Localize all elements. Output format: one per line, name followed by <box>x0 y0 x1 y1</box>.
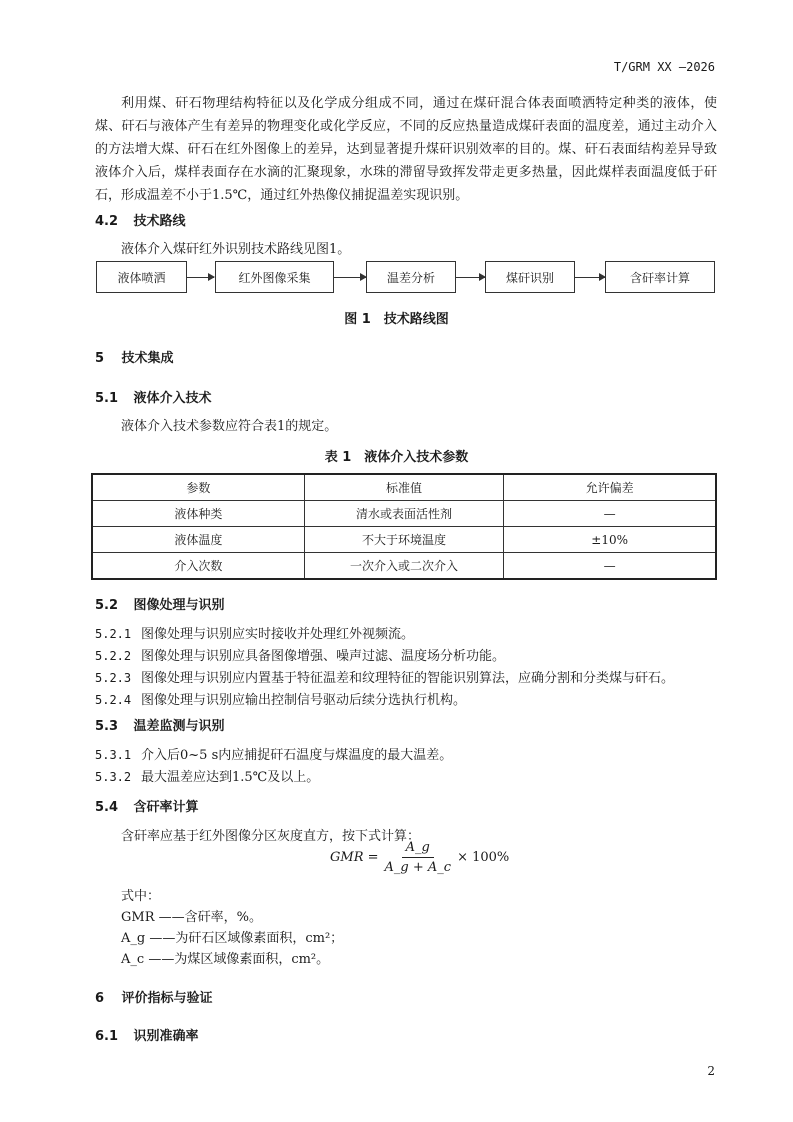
heading-title: 技术集成 <box>121 351 174 366</box>
def-ac <box>121 948 329 967</box>
clause-text: 最大温差应达到1.5℃及以上。 <box>141 770 320 785</box>
clause-5-2-1 <box>95 623 414 642</box>
table-cell: 介入次数 <box>92 553 304 580</box>
formula-rhs: × 100% <box>457 850 510 865</box>
heading-5-4 <box>95 796 199 815</box>
heading-number: 5 <box>95 351 105 366</box>
clause-5-3-2 <box>95 766 319 785</box>
heading-number: 5.4 <box>95 800 119 815</box>
table-header: 参数 <box>92 474 304 501</box>
heading-number: 5.1 <box>95 391 119 406</box>
table-caption: 表 1 液体介入技术参数 <box>324 450 469 465</box>
clause-5-2-4 <box>95 689 466 708</box>
formula-numerator: A_g <box>402 840 434 858</box>
clause-text: 图像处理与识别应输出控制信号驱动后续分选执行机构。 <box>141 693 467 708</box>
heading-title: 温差监测与识别 <box>133 719 225 734</box>
clause-text: 介入后0~5 s内应捕捉矸石温度与煤温度的最大温差。 <box>141 748 453 763</box>
flow-arrow <box>456 277 485 278</box>
clause-text: 图像处理与识别应具备图像增强、噪声过滤、温度场分析功能。 <box>141 649 506 664</box>
flow-step-calc: 含矸率计算 <box>605 261 715 293</box>
flow-step-capture: 红外图像采集 <box>215 261 334 293</box>
heading-6-1 <box>95 1025 199 1044</box>
flow-step-spray: 液体喷洒 <box>96 261 187 293</box>
heading-5-1 <box>95 387 212 406</box>
def-symbol: A_g <box>121 931 146 946</box>
table-cell: 液体温度 <box>92 527 304 553</box>
formula-fraction <box>385 840 452 875</box>
gmr-formula <box>330 840 509 875</box>
heading-title: 评价指标与验证 <box>121 991 213 1006</box>
flow-arrow <box>575 277 605 278</box>
heading-number: 5.3 <box>95 719 119 734</box>
heading-number: 5.2 <box>95 598 119 613</box>
def-symbol: A_c <box>121 952 145 967</box>
table-row <box>92 527 716 553</box>
formula-where: 式中： <box>121 889 161 904</box>
clause-number: 5.3.1 <box>95 748 132 762</box>
intro-paragraph: 利用煤、矸石物理结构特征以及化学成分组成不同，通过在煤矸混合体表面喷洒特定种类的液体，使煤、矸石与液体产生有差异的物理变化或化学反应，不同的反应热量造成煤矸表面的温度差，通过主动介入的方法增大煤、矸石在红外图像上的差异，达到显著提升煤矸识别效率的目的。煤、矸石表面结构差异导致液体介入后，煤样表面存在水滴的汇聚现象，水珠的滞留导致挥发带走更多热量，因此煤样表面温度低于矸石，形成温差不小于1.5℃，通过红外热像仪捕捉温差实现识别。 <box>95 96 717 203</box>
table-cell: ±10% <box>504 527 716 553</box>
flow-arrow <box>187 277 214 278</box>
table-cell: 清水或表面活性剂 <box>304 501 504 527</box>
heading-title: 液体介入技术 <box>133 391 212 406</box>
sec-5-4-text: 含矸率应基于红外图像分区灰度直方，按下式计算： <box>121 829 421 844</box>
table-row <box>92 553 716 580</box>
heading-title: 识别准确率 <box>133 1029 199 1044</box>
table-cell: 液体种类 <box>92 501 304 527</box>
heading-number: 6.1 <box>95 1029 119 1044</box>
table-header-row <box>92 474 716 501</box>
flow-arrow <box>334 277 366 278</box>
flow-step-identify: 煤矸识别 <box>485 261 575 293</box>
heading-4-2 <box>95 210 186 229</box>
clause-number: 5.2.1 <box>95 627 132 641</box>
formula-lhs: GMR = <box>330 850 379 865</box>
formula-denominator: A_g + A_c <box>384 860 452 875</box>
clause-number: 5.2.3 <box>95 671 132 685</box>
def-symbol: GMR <box>121 910 155 925</box>
clause-text: 图像处理与识别应实时接收并处理红外视频流。 <box>141 627 415 642</box>
def-text: ——为矸石区域像素面积，cm²； <box>149 931 344 946</box>
parameter-table <box>91 473 717 580</box>
table-row <box>92 501 716 527</box>
clause-number: 5.2.2 <box>95 649 132 663</box>
table-header: 允许偏差 <box>504 474 716 501</box>
def-text: ——含矸率，%。 <box>158 910 262 925</box>
def-ag <box>121 927 343 946</box>
heading-number: 4.2 <box>95 214 119 229</box>
def-text: ——为煤区域像素面积，cm²。 <box>148 952 330 967</box>
clause-number: 5.3.2 <box>95 770 132 784</box>
document-id: T/GRM XX —2026 <box>613 60 715 74</box>
heading-5 <box>95 347 174 366</box>
table-cell: 不大于环境温度 <box>304 527 504 553</box>
page-number: 2 <box>707 1064 715 1078</box>
table-cell: — <box>504 553 716 580</box>
clause-5-2-3 <box>95 667 674 686</box>
clause-number: 5.2.4 <box>95 693 132 707</box>
heading-title: 图像处理与识别 <box>133 598 225 613</box>
clause-5-3-1 <box>95 744 452 763</box>
heading-5-2 <box>95 594 225 613</box>
clause-text: 图像处理与识别应内置基于特征温差和纹理特征的智能识别算法，应确分割和分类煤与矸石。 <box>141 671 675 686</box>
sec-4-2-text: 液体介入煤矸红外识别技术路线见图1。 <box>121 242 351 257</box>
heading-5-3 <box>95 715 225 734</box>
flow-step-analysis: 温差分析 <box>366 261 456 293</box>
table-header: 标准值 <box>304 474 504 501</box>
heading-title: 技术路线 <box>133 214 186 229</box>
heading-number: 6 <box>95 991 105 1006</box>
table-cell: — <box>504 501 716 527</box>
table-cell: 一次介入或二次介入 <box>304 553 504 580</box>
heading-title: 含矸率计算 <box>133 800 199 815</box>
figure-caption: 图 1 技术路线图 <box>344 312 449 327</box>
sec-5-1-text: 液体介入技术参数应符合表1的规定。 <box>121 419 338 434</box>
heading-6 <box>95 987 213 1006</box>
def-gmr <box>121 906 262 925</box>
clause-5-2-2 <box>95 645 505 664</box>
